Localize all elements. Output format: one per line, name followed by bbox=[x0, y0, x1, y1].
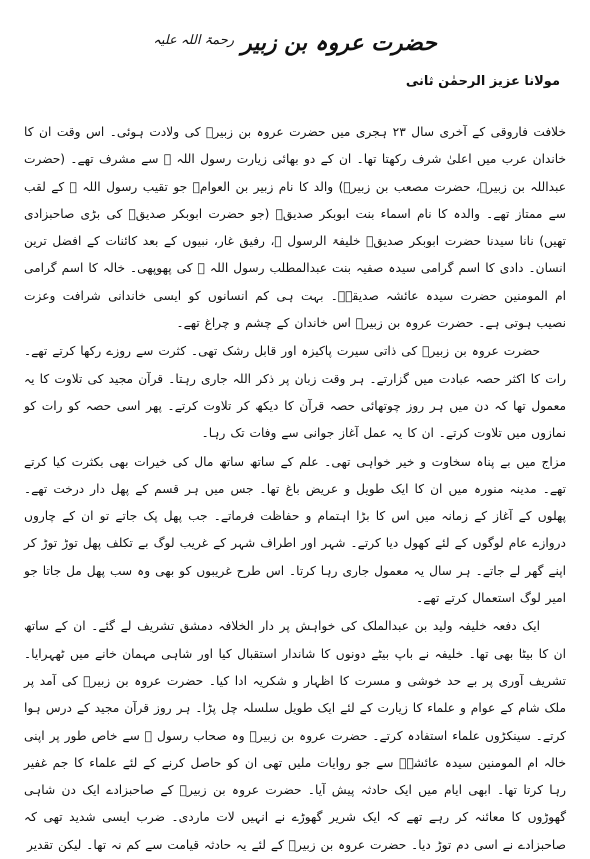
paragraph-generosity: مزاج میں بے پناہ سخاوت و خیر خواہی تھی۔ علم کے ساتھ ساتھ مال کی خیرات بھی بکثرت کیا کرتے تھے۔ مدینہ منورہ میں ان کا ایک طویل و عریض باغ تھا۔ جس میں ہر قسم کے پھل دار درخت تھے۔ پھلوں کے آغاز کے زمانہ میں اس کا بڑا اہتمام و حفاظت فرماتے۔ جب پھل پک جاتے تو ان کے چاروں دروازے عام لوگوں کے لئے کھول دیا کرتے۔ شہر اور اطراف شہر کے غریب لوگ بے تکلف پھل توڑ توڑ کر اپنے گھر لے جاتے۔ ہر سال یہ معمول جاری رہا کرتا۔ اس طرح غریبوں کو بھی وہ سب پھل مل جاتا جو امیر لوگ استعمال کرتے تھے۔ bbox=[24, 454, 566, 606]
paragraph-lineage: خلافت فاروقی کے آخری سال ۲۳ ہجری میں حضرت عروہ بن زبیرؒ کی ولادت ہوئی۔ اس وقت ان کا خاندان عرب میں اعلیٰ شرف رکھتا تھا۔ ان کے دو بھائی زیارت رسول اللہ ﷺ سے مشرف تھے۔ (حضرت عبداللہ بن زبیرؓ، حضرت مصعب بن زبیرؓ) والد کا نام زبیر بن العوامؓ جو تقیب رسول اللہ ﷺ کے لقب سے ممتاز تھے۔ والدہ کا نام اسماء بنت ابوبکر صدیقؓ (جو حضرت ابوبکر صدیقؓ کی بڑی صاحبزادی تھیں) نانا سیدنا حضرت ابوبکر صدیقؓ خلیفۃ الرسول ﷺ، رفیق غار، نبیوں کے بعد کائنات کے افضل ترین انسان۔ دادی کا اسم گرامی سیدہ صفیہ بنت عبدالمطلب رسول اللہ ﷺ کی پھوپھی۔ خالہ کا اسم گرامی ام المومنین حضرت سیدہ عائشہ صدیقہؓ۔ بہت ہی کم انسانوں کو ایسی خاندانی شرافت وعزت نصیب ہوتی ہے۔ حضرت عروہ بن زبیرؒ اس خاندان کے چشم و چراغ تھے۔ bbox=[24, 125, 566, 331]
article-title: حضرت عروہ بن زبیر bbox=[241, 30, 437, 56]
paragraph-damascus: ایک دفعہ خلیفہ ولید بن عبدالملک کی خواہش پر دار الخلافہ دمشق تشریف لے گئے۔ ان کے ساتھ ان کا بیٹا بھی تھا۔ خلیفہ نے باپ بیٹے دونوں کا شاندار استقبال کیا اور شاہی مہمان خانے میں ٹھہرایا۔ تشریف آوری پر بے حد خوشی و مسرت کا اظہار و شکریہ ادا کیا۔ حضرت عروہ بن زبیرؒ کی آمد پر ملک شام کے عوام و علماء کا زیارت کے لئے ایک طویل سلسلہ چل پڑا۔ ہر روز قرآن مجید کے درس ہوا کرتے۔ سینکڑوں علماء استفادہ کرتے۔ حضرت عروہ بن زبیرؒ وہ صحاب رسول ﷺ سے خاص طور پر اپنی خالہ ام المومنین سیدہ عائشہؓ سے جو روایات ملیں تھی ان کو حاصل کرنے کے لئے علماء کا جم غفیر رہا کرتا تھا۔ ابھی ایام میں ایک حادثہ پیش آیا۔ حضرت عروہ بن زبیرؒ کے صاحبزادے ایک دن شاہی گھوڑوں کا معائنہ کر رہے تھے کہ ایک شریر گھوڑے نے انہیں لات ماردی۔ ضرب ایسی شدید تھی کہ صاحبزادے نے اسی دم توڑ دیا۔ حضرت عروہ بن زبیرؒ کے لئے یہ حادثہ قیامت سے کم نہ تھا۔ لیکن تقدیر bbox=[24, 619, 566, 852]
honorific-mark: رحمۃ اللہ علیہ bbox=[153, 32, 235, 48]
article-header bbox=[24, 30, 566, 56]
article-body bbox=[24, 119, 566, 859]
paragraph-character: حضرت عروہ بن زبیرؒ کی ذاتی سیرت پاکیزہ اور قابل رشک تھی۔ کثرت سے روزے رکھا کرتے تھے۔ رات کا اکثر حصہ عبادت میں گزارتے۔ ہر وقت زبان پر ذکر اللہ جاری رہتا۔ قرآن مجید کی تلاوت کا یہ معمول تھا کہ دن میں ہر روز چوتھائی حصہ قرآن کا دیکھ کر تلاوت کرتے۔ پھر اسی حصہ کو رات کو نمازوں میں تلاوت کرتے۔ ان کا یہ عمل آغاز جوانی سے وفات تک رہا۔ bbox=[24, 344, 566, 441]
article-author: مولانا عزیز الرحمٰن ثانی bbox=[405, 74, 560, 89]
